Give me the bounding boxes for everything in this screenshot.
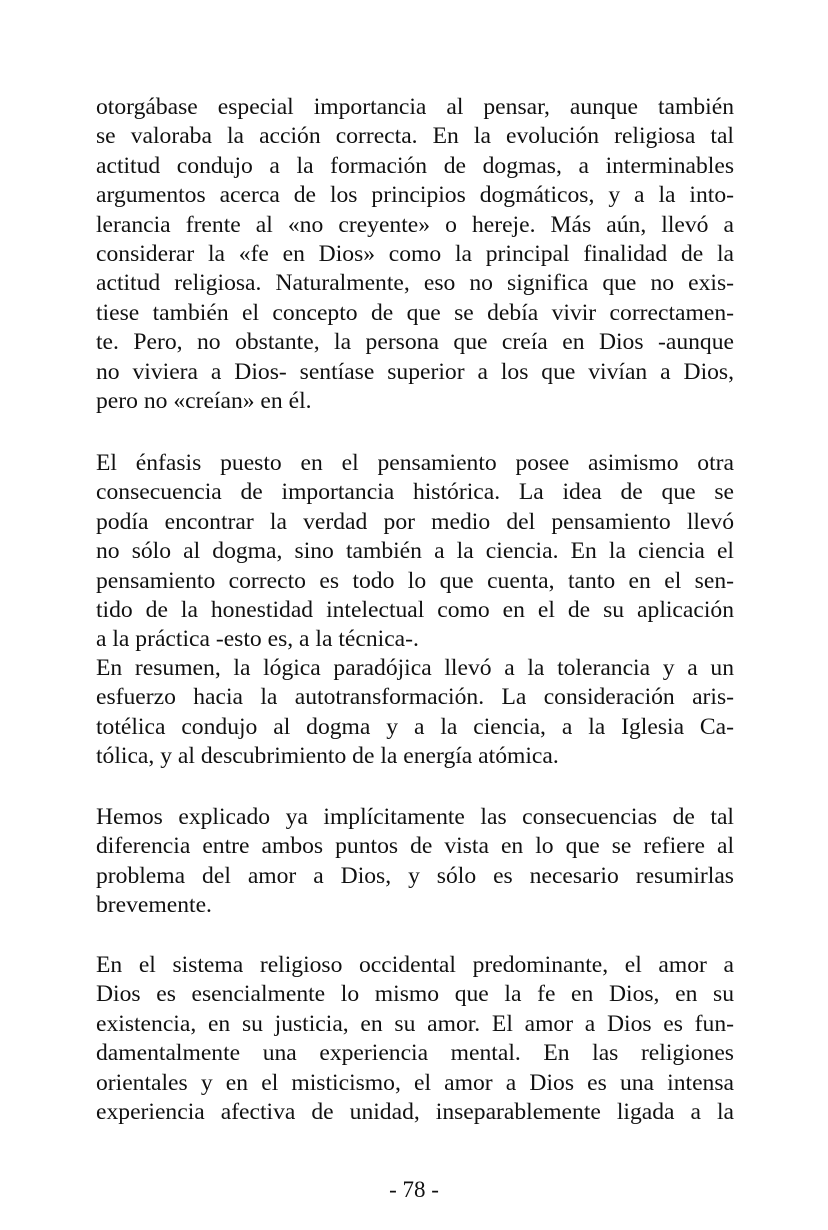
text-line: totélica condujo al dogma y a la ciencia, a la Iglesia Ca-: [96, 713, 734, 740]
paragraph-1: [96, 93, 734, 416]
text-line: pero no «creían» en él.: [96, 387, 312, 414]
text-line: podía encontrar la verdad por medio del pensamiento llevó: [96, 508, 734, 535]
paragraph-5: [96, 951, 734, 1127]
text-line: tólica, y al descubrimiento de la energía atómica.: [96, 743, 559, 770]
text-line: damentalmente una experiencia mental. En las religiones: [96, 1040, 734, 1067]
text-line: actitud religiosa. Naturalmente, eso no significa que no exis-: [96, 270, 734, 297]
text-line: lerancia frente al «no creyente» o hereje. Más aún, llevó a: [96, 211, 734, 238]
text-line: tiese también el concepto de que se debía vivir correctamen-: [96, 299, 734, 326]
text-line: no viviera a Dios- sentíase superior a los que vivían a Dios,: [96, 358, 734, 385]
text-line: El énfasis puesto en el pensamiento posee asimismo otra: [96, 450, 734, 476]
text-line: actitud condujo a la formación de dogmas, a interminables: [96, 152, 734, 179]
text-line: considerar la «fe en Dios» como la principal finalidad de la: [96, 240, 734, 267]
text-line: argumentos acerca de los principios dogmáticos, y a la into-: [96, 182, 734, 209]
page-number: - 78 -: [389, 1177, 439, 1202]
text-line: a la práctica -esto es, a la técnica-.: [96, 626, 419, 653]
text-line: no sólo al dogma, sino también a la ciencia. En la ciencia el: [96, 538, 734, 565]
text-line: brevemente.: [96, 892, 212, 919]
text-line: diferencia entre ambos puntos de vista en lo que se refiere al: [96, 833, 734, 860]
text-line: esfuerzo hacia la autotransformación. La consideración aris-: [96, 684, 734, 711]
text-line: te. Pero, no obstante, la persona que creía en Dios -aunque: [96, 329, 734, 356]
text-line: consecuencia de importancia histórica. La idea de que se: [96, 479, 734, 506]
text-line: tido de la honestidad intelectual como en el de su aplicación: [96, 596, 734, 623]
paragraph-3: [96, 654, 734, 772]
text-line: existencia, en su justicia, en su amor. El amor a Dios es fun-: [96, 1010, 734, 1037]
text-line: experiencia afectiva de unidad, inseparablemente ligada a la: [96, 1098, 734, 1125]
text-line: En el sistema religioso occidental predominante, el amor a: [96, 952, 734, 978]
text-line: orientales y en el misticismo, el amor a Dios es una intensa: [96, 1069, 734, 1096]
paragraph-2: [96, 449, 734, 655]
paragraph-4: [96, 803, 734, 921]
text-line: se valoraba la acción correcta. En la evolución religiosa tal: [96, 123, 734, 150]
text-line: En resumen, la lógica paradójica llevó a la tolerancia y a un: [96, 655, 734, 681]
text-line: problema del amor a Dios, y sólo es necesario resumirlas: [96, 862, 734, 889]
text-line: Hemos explicado ya implícitamente las consecuencias de tal: [96, 804, 734, 830]
text-line: otorgábase especial importancia al pensar, aunque también: [96, 94, 734, 120]
text-line: pensamiento correcto es todo lo que cuenta, tanto en el sen-: [96, 567, 734, 594]
text-line: Dios es esencialmente lo mismo que la fe en Dios, en su: [96, 981, 734, 1008]
